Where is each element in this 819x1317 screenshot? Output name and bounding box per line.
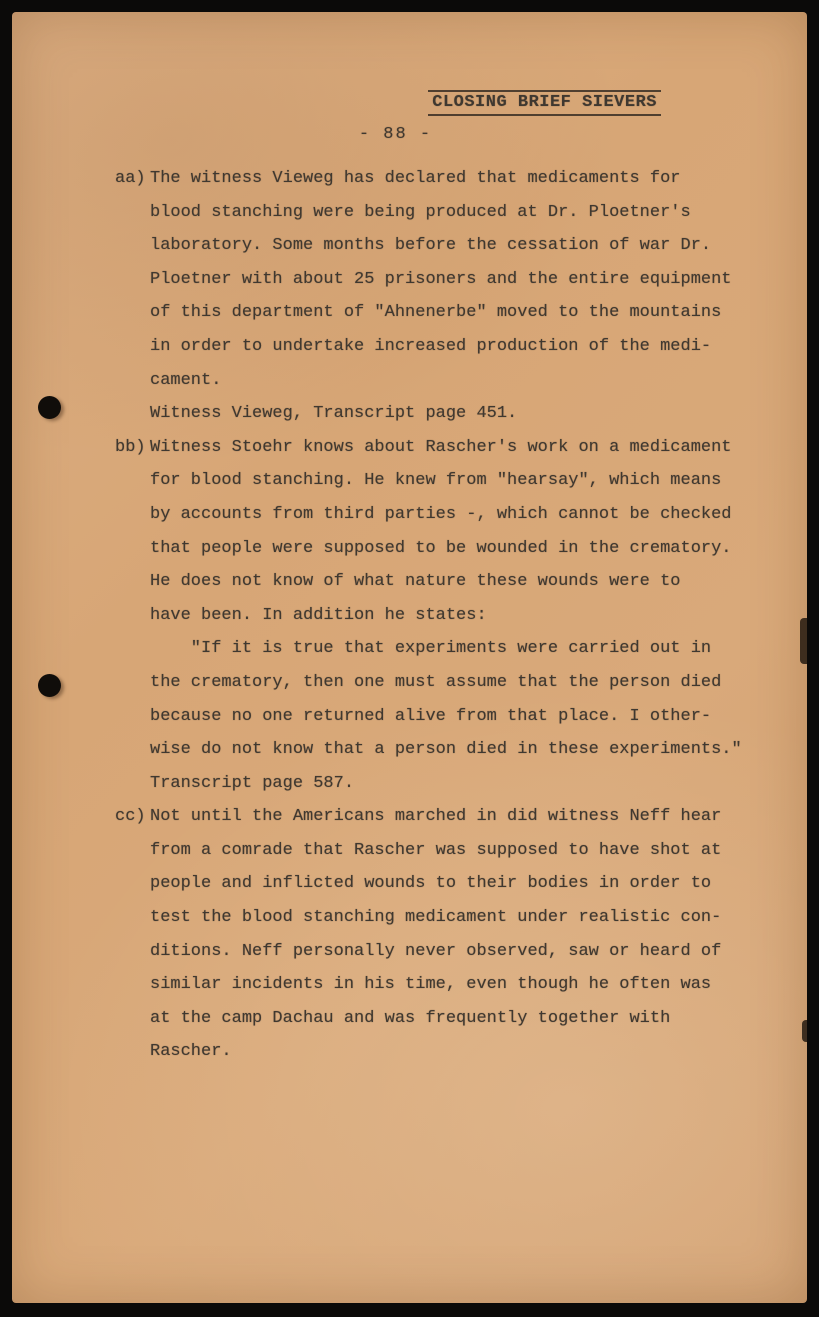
text-line: test the blood stanching medicament under realistic con- — [150, 908, 722, 928]
text-line: for blood stanching. He knew from "hearsay", which means — [150, 471, 722, 491]
text-line: from a comrade that Rascher was supposed to have shot at — [150, 840, 722, 860]
text-line: Not until the Americans marched in did witness Neff hear — [150, 807, 722, 827]
text-line: Witness Vieweg, Transcript page 451. — [150, 404, 518, 424]
section — [115, 431, 752, 801]
section-label: bb) — [115, 437, 146, 457]
hole-punch-icon — [38, 396, 61, 419]
section-lines — [150, 162, 752, 431]
page-number: - 88 - — [358, 125, 433, 144]
text-line: Ploetner with about 25 prisoners and the entire equipment — [150, 269, 732, 289]
text-line: Rascher. — [150, 1042, 232, 1062]
text-line: by accounts from third parties -, which cannot be checked — [150, 504, 732, 524]
text-line: The witness Vieweg has declared that medicaments for — [150, 169, 681, 188]
text-line: in order to undertake increased production of the medi- — [150, 336, 712, 356]
text-line: have been. In addition he states: — [150, 605, 487, 625]
text-line: He does not know of what nature these wounds were to — [150, 572, 681, 592]
document-body — [12, 162, 807, 1069]
section — [115, 162, 752, 431]
section-label: aa) — [115, 169, 146, 188]
text-line: of this department of "Ahnenerbe" moved to the mountains — [150, 303, 722, 323]
text-line: because no one returned alive from that place. I other- — [150, 706, 712, 726]
section — [115, 800, 752, 1069]
section-lines — [150, 800, 752, 1069]
header-row — [12, 12, 807, 116]
paper-edge-mark — [800, 618, 807, 664]
section-lines — [150, 431, 752, 801]
paper-edge-mark — [802, 1020, 807, 1042]
text-line: wise do not know that a person died in these experiments." — [150, 740, 742, 760]
hole-punch-icon — [38, 674, 61, 697]
document-page — [12, 12, 807, 1303]
text-line: laboratory. Some months before the cessation of war Dr. — [150, 236, 712, 256]
text-line: blood stanching were being produced at Dr. Ploetner's — [150, 202, 691, 222]
text-line: at the camp Dachau and was frequently together with — [150, 1008, 671, 1028]
text-line: Transcript page 587. — [150, 773, 355, 793]
text-line: people and inflicted wounds to their bodies in order to — [150, 874, 712, 894]
text-line: ditions. Neff personally never observed, saw or heard of — [150, 941, 722, 961]
text-line: Witness Stoehr knows about Rascher's work on a medicament — [150, 437, 732, 457]
text-line: cament. — [150, 370, 222, 390]
text-line: that people were supposed to be wounded in the crematory. — [150, 538, 732, 558]
section-label: cc) — [115, 807, 146, 827]
text-line: the crematory, then one must assume that the person died — [150, 672, 722, 692]
document-header-title: CLOSING BRIEF SIEVERS — [428, 90, 661, 116]
text-line: similar incidents in his time, even though he often was — [150, 975, 712, 995]
text-line: "If it is true that experiments were carried out in — [150, 639, 712, 659]
